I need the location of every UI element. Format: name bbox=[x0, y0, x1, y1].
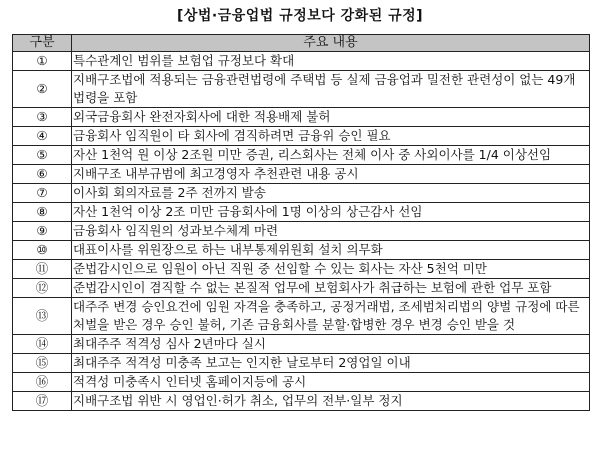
header-main-content: 주요 내용 bbox=[72, 35, 590, 52]
row-number: ⑰ bbox=[13, 392, 72, 411]
row-content: 금융회사 임직원이 타 회사에 겸직하려면 금융위 승인 필요 bbox=[72, 127, 590, 146]
table-row bbox=[13, 165, 590, 184]
row-content: 최대주주 적격성 심사 2년마다 실시 bbox=[72, 335, 590, 354]
row-content: 지배구조법에 적용되는 금융관련법령에 주택법 등 실제 금융업과 밀전한 관련성이 없는 49개 법령을 포함 bbox=[72, 71, 590, 108]
row-number: ⑭ bbox=[13, 335, 72, 354]
row-number: ⑩ bbox=[13, 241, 72, 260]
table-row bbox=[13, 392, 590, 411]
row-number: ⑯ bbox=[13, 373, 72, 392]
table-row bbox=[13, 52, 590, 71]
table-row bbox=[13, 335, 590, 354]
row-number: ⑨ bbox=[13, 222, 72, 241]
row-content: 특수관계인 범위를 보험업 규정보다 확대 bbox=[72, 52, 590, 71]
row-number: ③ bbox=[13, 108, 72, 127]
table-row bbox=[13, 127, 590, 146]
table-row bbox=[13, 146, 590, 165]
row-content: 외국금융회사 완전자회사에 대한 적용배제 불허 bbox=[72, 108, 590, 127]
row-content: 최대주주 적격성 미충족 보고는 인지한 날로부터 2영업일 이내 bbox=[72, 354, 590, 373]
row-content: 지배구조법 위반 시 영업인·허가 취소, 업무의 전부·일부 정지 bbox=[72, 392, 590, 411]
table-row bbox=[13, 298, 590, 335]
row-number: ② bbox=[13, 71, 72, 108]
row-number: ⑪ bbox=[13, 260, 72, 279]
row-number: ⑬ bbox=[13, 298, 72, 335]
table-row bbox=[13, 260, 590, 279]
row-content: 준법감시인이 겸직할 수 없는 본질적 업무에 보험회사가 취급하는 보험에 관한 업무 포함 bbox=[72, 279, 590, 298]
row-content: 자산 1천억 원 이상 2조원 미만 증권, 리스회사는 전체 이사 중 사외이사를 1/4 이상선임 bbox=[72, 146, 590, 165]
table-row bbox=[13, 354, 590, 373]
row-number: ④ bbox=[13, 127, 72, 146]
row-content: 이사회 회의자료를 2주 전까지 발송 bbox=[72, 184, 590, 203]
row-content: 지배구조 내부규범에 최고경영자 추천관련 내용 공시 bbox=[72, 165, 590, 184]
table-row bbox=[13, 222, 590, 241]
table-row bbox=[13, 373, 590, 392]
table-row bbox=[13, 279, 590, 298]
table-row bbox=[13, 203, 590, 222]
row-content: 대주주 변경 승인요건에 임원 자격을 충족하고, 공정거래법, 조세범처리법의 양벌 규정에 따른 처벌을 받은 경우 승인 불허, 기존 금융회사를 분할·합병한 경우 변경 승인 받을 것 bbox=[72, 298, 590, 335]
header-category: 구분 bbox=[13, 35, 72, 52]
row-number: ⑦ bbox=[13, 184, 72, 203]
row-number: ⑫ bbox=[13, 279, 72, 298]
table-header-row bbox=[13, 35, 590, 52]
table-row bbox=[13, 71, 590, 108]
row-number: ⑮ bbox=[13, 354, 72, 373]
row-content: 적격성 미충족시 인터넷 홈페이지등에 공시 bbox=[72, 373, 590, 392]
document-title: [상법·금융업법 규정보다 강화된 규정] bbox=[176, 8, 424, 24]
row-number: ① bbox=[13, 52, 72, 71]
row-number: ⑥ bbox=[13, 165, 72, 184]
row-content: 자산 1천억 이상 2조 미만 금융회사에 1명 이상의 상근감사 선임 bbox=[72, 203, 590, 222]
table-row bbox=[13, 241, 590, 260]
table-row bbox=[13, 108, 590, 127]
row-content: 준법감시인으로 임원이 아닌 직원 중 선임할 수 있는 회사는 자산 5천억 미만 bbox=[72, 260, 590, 279]
table-row bbox=[13, 184, 590, 203]
row-number: ⑤ bbox=[13, 146, 72, 165]
row-content: 대표이사를 위원장으로 하는 내부통제위원회 설치 의무화 bbox=[72, 241, 590, 260]
row-number: ⑧ bbox=[13, 203, 72, 222]
regulations-table bbox=[12, 34, 590, 411]
row-content: 금융회사 임직원의 성과보수체계 마련 bbox=[72, 222, 590, 241]
